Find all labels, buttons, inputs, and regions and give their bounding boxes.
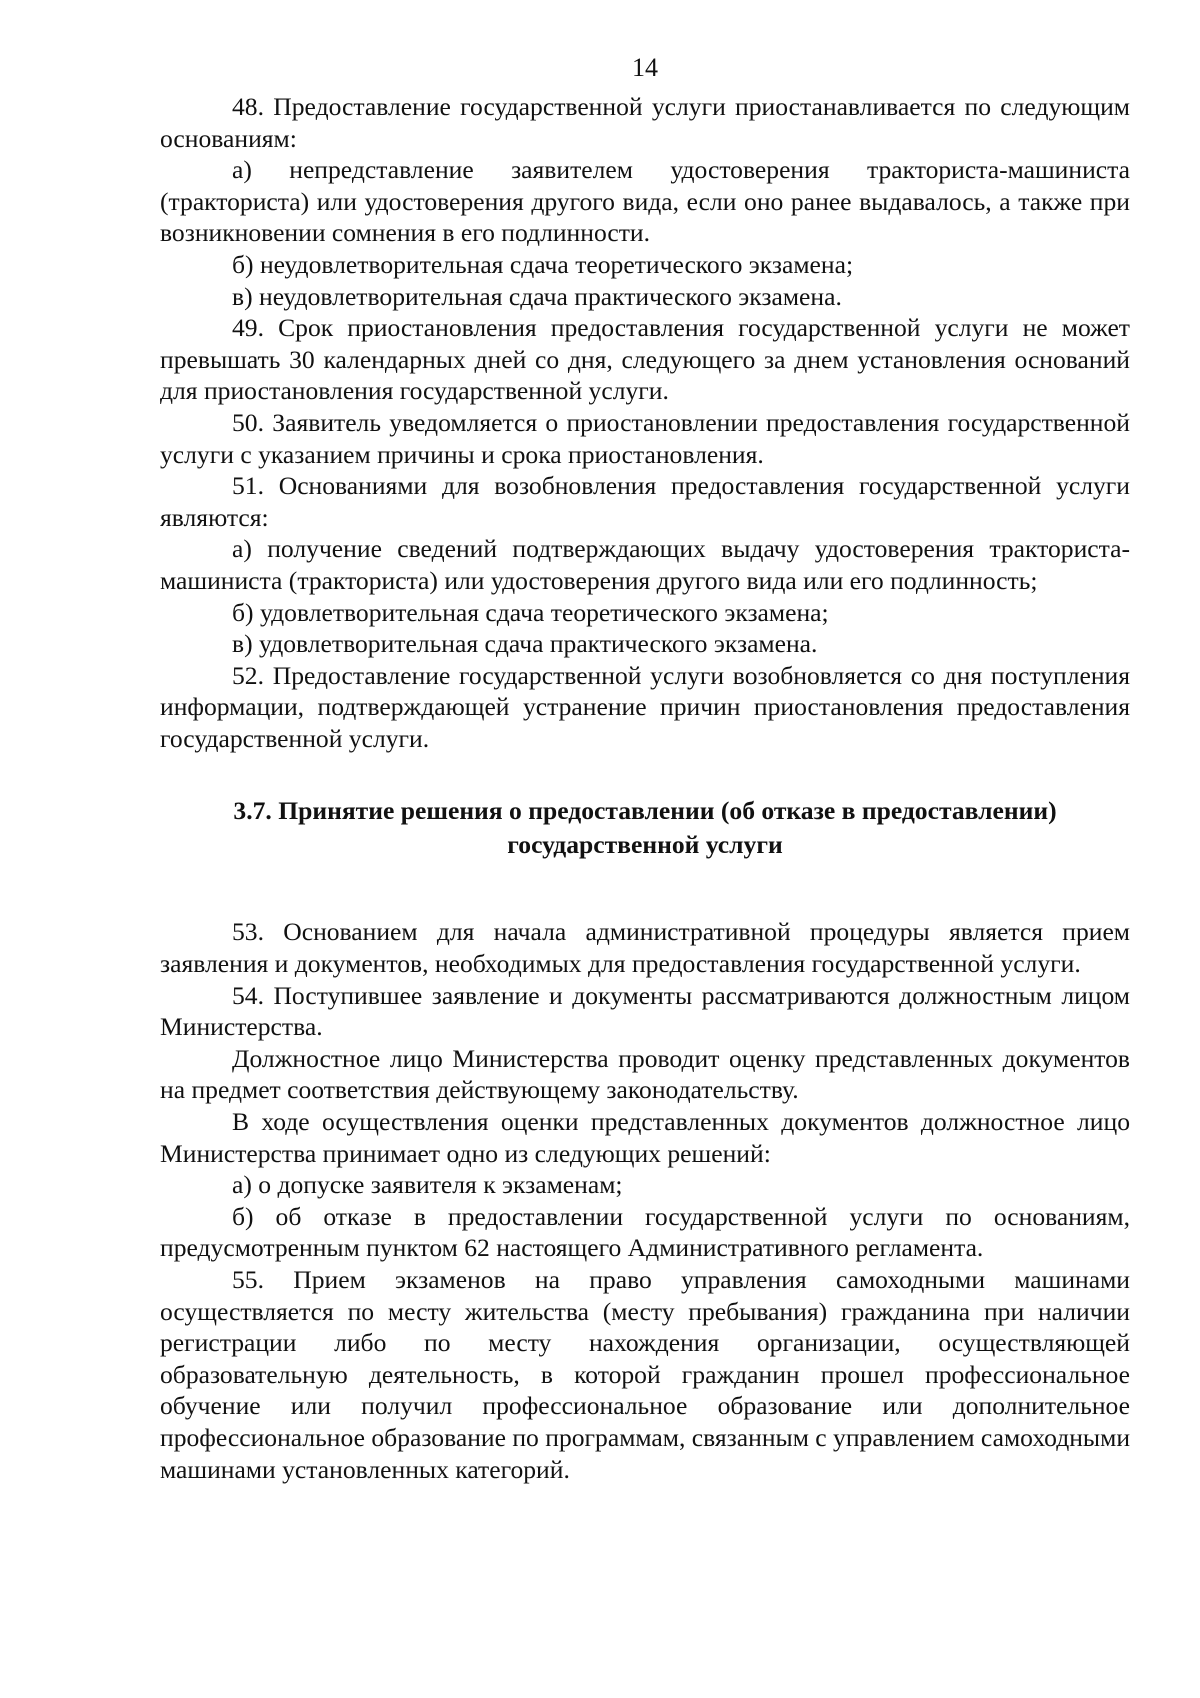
page-number: 14 [632, 53, 658, 82]
paragraph-52: 52. Предоставление государственной услуги возобновляется со дня поступления информации, подтверждающей устранение причин приостановления предоставления государственной услуги. [160, 660, 1130, 753]
paragraph-54: 54. Поступившее заявление и документы рассматриваются должностным лицом Министерства. [160, 980, 1130, 1042]
paragraph-49: 49. Срок приостановления предоставления государственной услуги не может превышать 30 календарных дней со дня, следующего за днем установления оснований для приостановления государственной услуги. [160, 313, 1130, 406]
paragraph-48-b: б) неудовлетворительная сдача теоретического экзамена; [232, 249, 854, 279]
paragraph-48-a: а) непредставление заявителем удостоверения тракториста-машиниста (тракториста) или удостоверения другого вида, если оно ранее выдавалось, а также при возникновении сомнения в его подлинности. [160, 155, 1130, 248]
section-heading [160, 794, 1130, 862]
document-body [160, 91, 1130, 1485]
paragraph-54-assessment: Должностное лицо Министерства проводит оценку представленных документов на предмет соответствия действующему законодательству. [160, 1043, 1130, 1105]
paragraph-54-b: б) об отказе в предоставлении государственной услуги по основаниям, предусмотренным пунктом 62 настоящего Административного регламента. [160, 1201, 1130, 1263]
paragraph-54-a: а) о допуске заявителя к экзаменам; [232, 1170, 623, 1200]
paragraph-53: 53. Основанием для начала административной процедуры является прием заявления и документов, необходимых для предоставления государственной услуги. [160, 917, 1130, 979]
paragraph-50: 50. Заявитель уведомляется о приостановлении предоставления государственной услуги с указанием причины и срока приостановления. [160, 407, 1130, 469]
paragraph-51-v: в) удовлетворительная сдача практического экзамена. [232, 629, 818, 659]
paragraph-51: 51. Основаниями для возобновления предоставления государственной услуги являются: [160, 471, 1130, 532]
paragraph-51-a: а) получение сведений подтверждающих выдачу удостоверения тракториста-машиниста (тракториста) или удостоверения другого вида или его подлинность; [160, 534, 1130, 595]
paragraph-54-decisions: В ходе осуществления оценки представленных документов должностное лицо Министерства принимает одно из следующих решений: [160, 1107, 1130, 1168]
section-heading-line-2: государственной услуги [507, 830, 783, 860]
paragraph-48: 48. Предоставление государственной услуги приостанавливается по следующим основаниям: [160, 92, 1130, 153]
paragraph-48-v: в) неудовлетворительная сдача практического экзамена. [232, 281, 842, 311]
paragraph-55: 55. Прием экзаменов на право управления самоходными машинами осуществляется по месту жительства (месту пребывания) гражданина при наличии регистрации либо по месту нахождения организации, осуществляющей образовательную деятельность, в которой гражданин прошел профессиональное обучение или получил профессиональное образование или дополнительное профессиональное образование по программам, связанным с управлением самоходными машинами установленных категорий. [160, 1265, 1131, 1484]
paragraph-51-b: б) удовлетворительная сдача теоретического экзамена; [232, 597, 829, 627]
section-heading-line-1: 3.7. Принятие решения о предоставлении (об отказе в предоставлении) [233, 796, 1057, 826]
